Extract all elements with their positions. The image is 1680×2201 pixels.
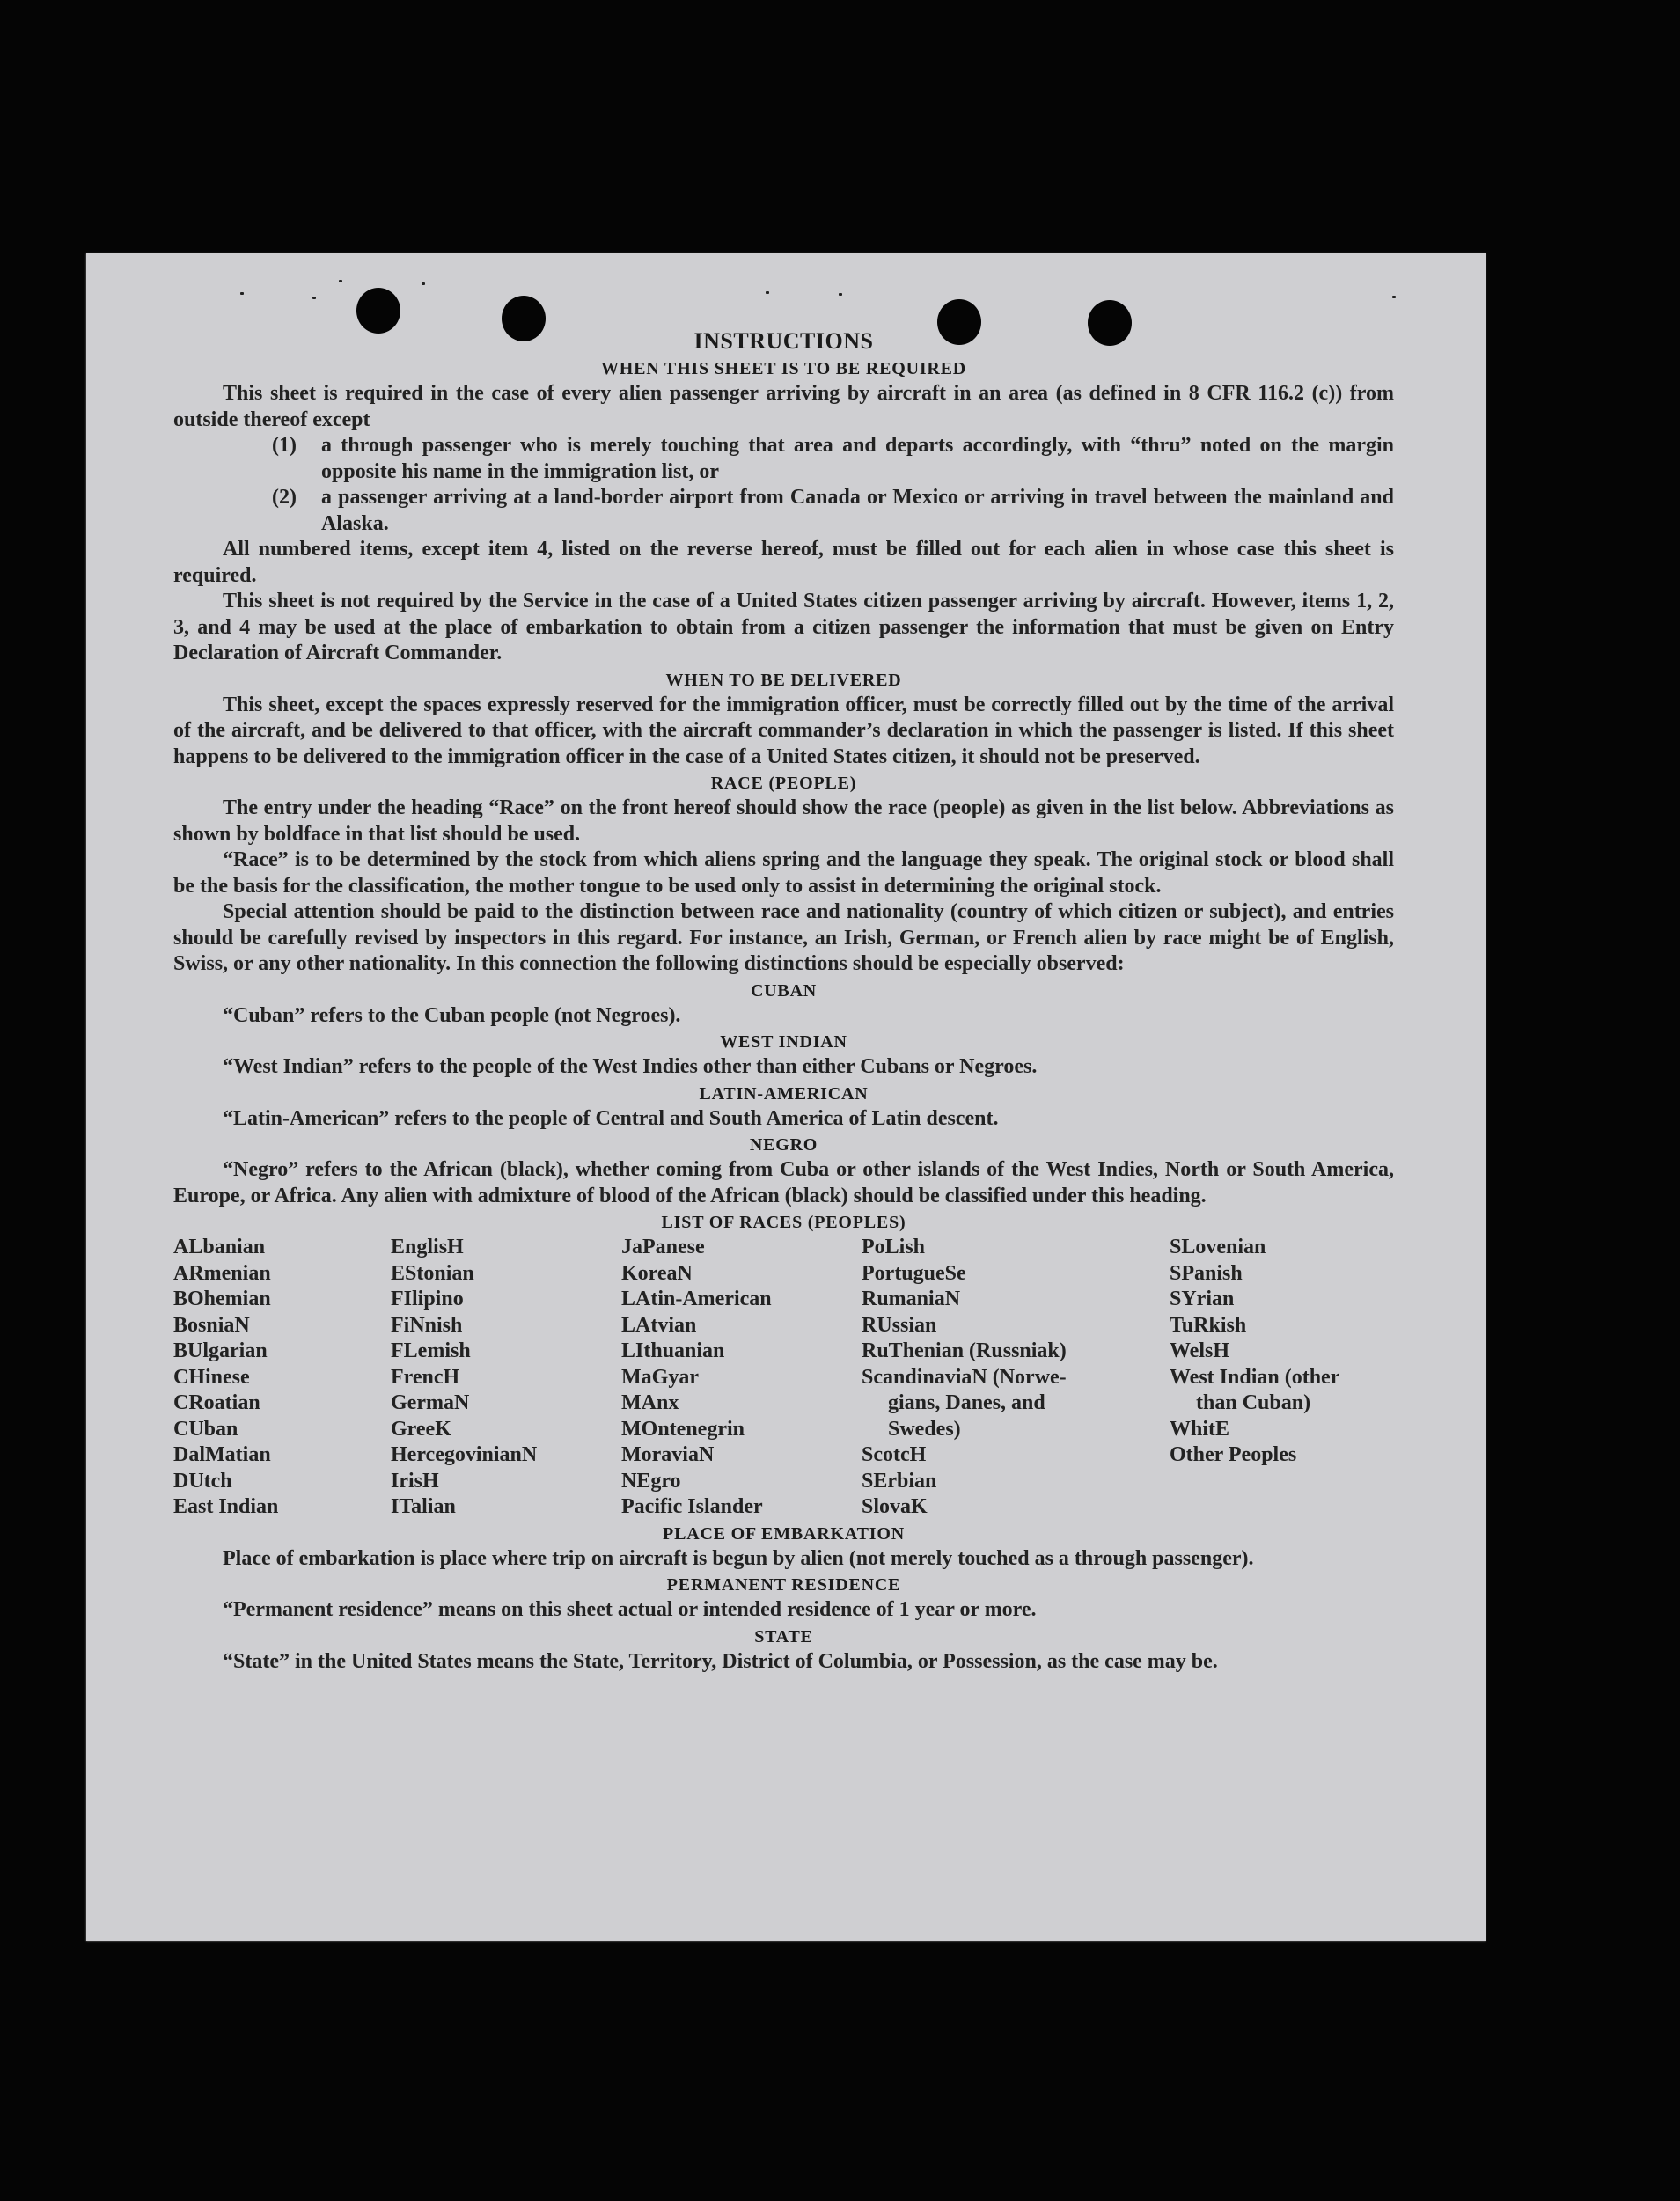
race-entry: WhitE — [1170, 1417, 1230, 1441]
instruction-sheet — [86, 253, 1486, 1941]
races-column-2 — [391, 1235, 621, 1521]
race-entry-continued: than Cuban) — [1196, 1391, 1311, 1414]
heading-cuban: CUBAN — [750, 980, 818, 1001]
state-paragraph: “State” in the United States means the State, Territory, District of Columbia, or Possession, as the case may be. — [223, 1649, 1218, 1673]
embarkation-paragraph: Place of embarkation is place where trip on aircraft is begun by alien (not merely touched as a through passenger). — [223, 1546, 1254, 1570]
race-entry: FiNnish — [391, 1313, 463, 1337]
race-entry: ScotcH — [862, 1443, 927, 1466]
exception-item-2 — [173, 485, 1394, 537]
race-entry: GermaN — [391, 1391, 470, 1414]
race-entry: KoreaN — [621, 1261, 693, 1285]
punch-hole — [356, 288, 400, 334]
race-entry-continued: Swedes) — [888, 1417, 961, 1441]
race-entry: CHinese — [173, 1365, 250, 1389]
race-entry: MAnx — [621, 1391, 679, 1414]
race-paragraph-1: The entry under the heading “Race” on the front hereof should show the race (people) as given in the list below. Abbreviations as shown by boldface in that list should be used. — [173, 796, 1394, 846]
heading-when-delivered: WHEN TO BE DELIVERED — [665, 670, 902, 690]
race-entry: LIthuanian — [621, 1339, 725, 1362]
race-entry: ITalian — [391, 1495, 456, 1518]
heading-latin-american: LATIN-AMERICAN — [699, 1083, 869, 1104]
race-entry: SYrian — [1170, 1288, 1235, 1310]
speck — [766, 291, 769, 294]
race-entry: JaPanese — [621, 1236, 705, 1258]
residence-paragraph: “Permanent residence” means on this sheet actual or intended residence of 1 year or more. — [223, 1598, 1037, 1621]
race-entry: WelsH — [1170, 1339, 1230, 1362]
races-column-5 — [1170, 1235, 1394, 1521]
speck — [422, 282, 425, 285]
exception-item-1 — [173, 433, 1394, 485]
race-entry: MoraviaN — [621, 1443, 715, 1466]
latin-american-paragraph: “Latin-American” refers to the people of Central and South America of Latin descent. — [223, 1106, 999, 1130]
cuban-paragraph: “Cuban” refers to the Cuban people (not Negroes). — [223, 1003, 681, 1027]
heading-state: STATE — [754, 1626, 813, 1647]
speck — [312, 297, 316, 299]
race-entry: BUlgarian — [173, 1339, 268, 1362]
race-entry: ScandinaviaN (Norwe- — [862, 1365, 1067, 1389]
race-entry: CUban — [173, 1417, 238, 1441]
heading-race: RACE (PEOPLE) — [710, 774, 857, 793]
race-entry: Pacific Islander — [621, 1495, 763, 1518]
item-text: a passenger arriving at a land-border airport from Canada or Mexico or arriving in travel between the mainland and Alaska. — [321, 486, 1394, 535]
speck — [339, 280, 342, 282]
race-entry: SErbian — [862, 1469, 937, 1493]
race-entry: FrencH — [391, 1365, 460, 1389]
race-entry: TuRkish — [1170, 1313, 1247, 1337]
speck — [240, 292, 244, 295]
races-column-3 — [621, 1235, 862, 1521]
heading-negro: NEGRO — [749, 1135, 818, 1155]
race-entry: HercegovinianN — [391, 1443, 538, 1466]
race-entry: BosniaN — [173, 1313, 250, 1337]
race-entry: LAtin-American — [621, 1288, 772, 1310]
races-list — [173, 1235, 1394, 1521]
race-paragraph-2: “Race” is to be determined by the stock from which aliens spring and the language they speak. The original stock or blood shall be the basis for the classification, the mother tongue to be used only to assist in determining the original stock. — [173, 848, 1394, 898]
race-entry: ALbanian — [173, 1236, 266, 1258]
item-number: (1) — [272, 434, 297, 457]
race-entry: SlovaK — [862, 1495, 928, 1518]
race-entry-continued: gians, Danes, and — [888, 1391, 1045, 1414]
race-entry: East Indian — [173, 1495, 279, 1518]
numbered-items-paragraph: All numbered items, except item 4, listed on the reverse hereof, must be filled out for each alien in whose case this sheet is required. — [173, 538, 1394, 587]
heading-races-list: LIST OF RACES (PEOPLES) — [661, 1213, 906, 1232]
race-entry: IrisH — [391, 1469, 439, 1493]
race-entry: NEgro — [621, 1469, 681, 1493]
speck — [1392, 296, 1396, 298]
race-entry: FLemish — [391, 1339, 471, 1362]
race-entry: PoLish — [862, 1236, 926, 1258]
west-indian-paragraph: “West Indian” refers to the people of the West Indies other than either Cubans or Negroes. — [223, 1055, 1038, 1078]
race-entry: MaGyar — [621, 1365, 699, 1389]
race-entry: SPanish — [1170, 1261, 1243, 1285]
race-entry: BOhemian — [173, 1288, 271, 1310]
race-entry: LAtvian — [621, 1313, 697, 1337]
race-entry: DalMatian — [173, 1443, 271, 1466]
negro-paragraph: “Negro” refers to the African (black), whether coming from Cuba or other islands of the West Indies, North or South America, Europe, or Africa. Any alien with admixture of blood of the African (black) should be classified under this heading. — [173, 1158, 1394, 1207]
race-entry: RumaniaN — [862, 1288, 961, 1310]
race-entry: SLovenian — [1170, 1236, 1266, 1258]
instructions-content — [173, 328, 1394, 1675]
race-entry: MOntenegrin — [621, 1417, 745, 1441]
heading-when-required: WHEN THIS SHEET IS TO BE REQUIRED — [600, 359, 967, 378]
delivered-paragraph: This sheet, except the spaces expressly reserved for the immigration officer, must be correctly filled out by the time of the arrival of the aircraft, and be delivered to that officer, with the aircraft commander’s declaration in which the passenger is listed. If this sheet happens to be delivered to the immigration officer in the case of a United States citizen, it should not be preserved. — [173, 693, 1394, 768]
required-intro: This sheet is required in the case of every alien passenger arriving by aircraft in an area (as defined in 8 CFR 116.2 (c)) from outside thereof except — [173, 382, 1394, 431]
race-entry: CRoatian — [173, 1391, 260, 1414]
race-paragraph-3: Special attention should be paid to the distinction between race and nationality (country of which citizen or subject), and entries should be carefully revised by inspectors in this regard. For instance, an Irish, German, or French alien by race might be of English, Swiss, or any other nationality. In this connection the following distinctions should be especially observed: — [173, 900, 1394, 975]
race-entry: RUssian — [862, 1313, 937, 1337]
race-entry: Other Peoples — [1170, 1443, 1297, 1466]
item-text: a through passenger who is merely touching that area and departs accordingly, with “thru” noted on the margin opposite his name in the immigration list, or — [321, 434, 1394, 483]
race-entry: FIlipino — [391, 1288, 464, 1310]
race-entry: PortugueSe — [862, 1261, 966, 1285]
race-entry: DUtch — [173, 1469, 232, 1493]
race-entry: GreeK — [391, 1417, 451, 1441]
race-entry: EnglisH — [391, 1236, 464, 1258]
citizen-paragraph: This sheet is not required by the Service in the case of a United States citizen passenger arriving by aircraft. However, items 1, 2, 3, and 4 may be used at the place of embarkation to obtain from a citizen passenger the information that must be given on Entry Declaration of Aircraft Commander. — [173, 590, 1394, 664]
item-number: (2) — [272, 486, 297, 509]
race-entry: West Indian (other — [1170, 1365, 1340, 1389]
races-column-4 — [862, 1235, 1170, 1521]
heading-embarkation: PLACE OF EMBARKATION — [663, 1523, 905, 1544]
speck — [839, 293, 842, 296]
race-entry: ARmenian — [173, 1261, 271, 1285]
page-title: INSTRUCTIONS — [693, 328, 874, 354]
heading-permanent-residence: PERMANENT RESIDENCE — [666, 1575, 901, 1595]
heading-west-indian: WEST INDIAN — [720, 1032, 847, 1052]
race-entry: RuThenian (Russniak) — [862, 1339, 1067, 1362]
race-entry: EStonian — [391, 1261, 474, 1285]
races-column-1 — [173, 1235, 391, 1521]
